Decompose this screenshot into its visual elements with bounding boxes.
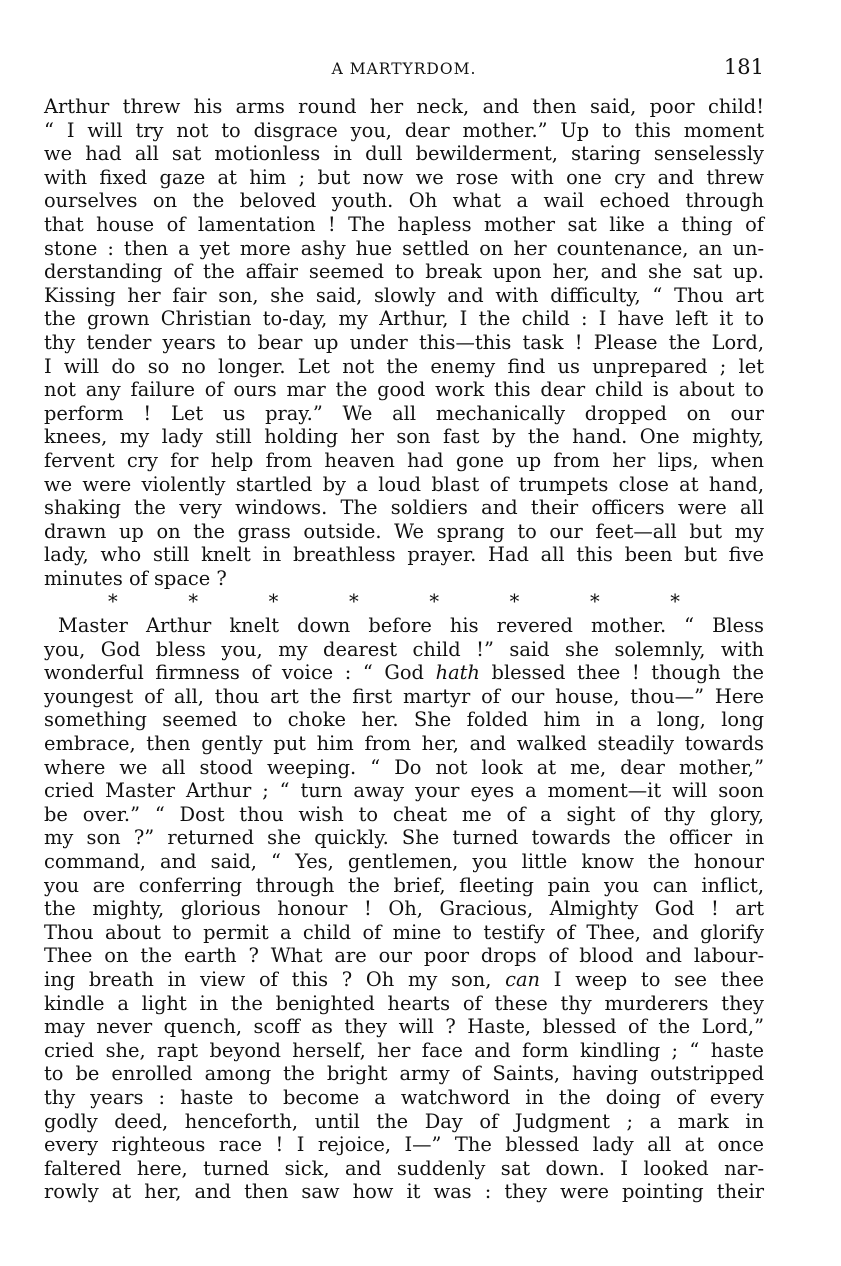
text-line: stone : then a yet more ashy hue settled on her countenance, an un- — [44, 236, 764, 260]
separator-star: * — [670, 590, 680, 614]
text-line: rowly at her, and then saw how it was : they were pointing their — [44, 1180, 764, 1204]
separator-star: * — [108, 590, 118, 614]
text-line: perform ! Let us pray.” We all mechanically dropped on our — [44, 401, 764, 425]
text-line: fervent cry for help from heaven had gone up from her lips, when — [44, 448, 764, 472]
text-line: command, and said, “ Yes, gentlemen, you little know the honour — [44, 850, 764, 873]
text-line: Kissing her fair son, she said, slowly and with difficulty, “ Thou art — [44, 283, 764, 307]
text-line: that house of lamentation ! The hapless mother sat like a thing of — [44, 212, 764, 236]
text-line: I will do so no longer. Let not the enemy find us unprepared ; let — [44, 354, 764, 378]
text-line — [44, 661, 764, 685]
separator-star: * — [509, 590, 520, 614]
text-line: cried Master Arthur ; “ turn away your eyes a moment—it will soon — [44, 779, 764, 803]
text-line: not any failure of ours mar the good work this dear child is about to — [44, 378, 764, 402]
text-line: we were violently startled by a loud blast of trumpets close at hand, — [44, 472, 764, 496]
text-line: Master Arthur knelt down before his revered mother. “ Bless — [58, 614, 764, 638]
text-line: the mighty, glorious honour ! Oh, Gracious, Almighty God ! art — [44, 897, 764, 921]
page-header — [44, 55, 764, 81]
paragraph — [44, 614, 764, 1204]
text-line: something seemed to choke her. She folded him in a long, long — [44, 708, 764, 732]
text-line: youngest of all, thou art the first martyr of our house, thou—” Here — [44, 684, 764, 708]
text-line: where we all stood weeping. “ Do not look at me, dear mother,” — [44, 755, 764, 779]
text-line: faltered here, turned sick, and suddenly sat down. I looked nar- — [44, 1156, 764, 1180]
text-line: drawn up on the grass outside. We sprang to our feet—all but my — [44, 519, 764, 543]
text-line: minutes of space ? — [44, 566, 227, 590]
text-line: shaking the very windows. The soldiers and their officers were all — [44, 496, 764, 520]
separator-star: * — [348, 590, 359, 614]
text-line: cried she, rapt beyond herself, her face and form kindling ; “ haste — [44, 1038, 764, 1062]
text-span: ing breath in view of this ? Oh my son, — [44, 967, 506, 991]
separator-star: * — [589, 590, 600, 614]
separator-star: * — [268, 590, 279, 614]
body-text — [44, 95, 764, 1204]
text-line: derstanding of the affair seemed to break upon her, and she sat up. — [44, 260, 764, 284]
text-line: kindle a light in the benighted hearts of these thy murderers they — [44, 991, 764, 1015]
paragraph — [44, 95, 764, 590]
separator-star: * — [429, 590, 440, 614]
text-line: we had all sat motionless in dull bewilderment, staring senselessly — [44, 142, 764, 166]
text-line: to be enrolled among the bright army of Saints, having outstripped — [44, 1062, 764, 1086]
text-line: “ I will try not to disgrace you, dear mother.” Up to this moment — [44, 118, 764, 142]
text-line: every righteous race ! I rejoice, I—” The blessed lady all at once — [44, 1133, 764, 1157]
text-line: may never quench, scoff as they will ? Haste, blessed of the Lord,” — [44, 1015, 764, 1039]
text-line: you, God bless you, my dearest child !” said she solemnly, with — [44, 637, 764, 661]
separator-star: * — [188, 590, 199, 614]
text-line — [44, 968, 764, 992]
text-line: ourselves on the beloved youth. Oh what a wail echoed through — [44, 189, 764, 213]
text-line: godly deed, henceforth, until the Day of Judgment ; a mark in — [44, 1109, 764, 1133]
running-title: A MARTYRDOM. — [331, 60, 477, 78]
text-span: I weep to see thee — [540, 967, 764, 991]
text-line: be over.” “ Dost thou wish to cheat me of a sight of thy glory, — [44, 802, 764, 826]
text-line: with fixed gaze at him ; but now we rose with one cry and threw — [44, 165, 764, 189]
italic-word: can — [505, 967, 541, 991]
text-line: you are conferring through the brief, fleeting pain you can inflict, — [44, 873, 764, 897]
text-line: the grown Christian to-day, my Arthur, I the child : I have left it to — [44, 307, 764, 331]
text-line: thy years : haste to become a watchword in the doing of every — [44, 1085, 764, 1109]
text-span: wonderful firmness of voice : “ God — [44, 661, 436, 685]
text-line: knees, my lady still holding her son fast by the hand. One mighty, — [44, 425, 764, 449]
page-number: 181 — [723, 55, 764, 79]
italic-word: hath — [435, 661, 480, 685]
text-line: embrace, then gently put him from her, and walked steadily towards — [44, 732, 764, 756]
text-line: Thou about to permit a child of mine to testify of Thee, and glorify — [44, 920, 764, 944]
text-line: Thee on the earth ? What are our poor drops of blood and labour- — [44, 944, 764, 968]
text-line: my son ?” returned she quickly. She turned towards the officer in — [44, 826, 764, 850]
section-separator — [44, 590, 764, 614]
text-line: thy tender years to bear up under this—this task ! Please the Lord, — [44, 330, 764, 354]
text-line: Arthur threw his arms round her neck, and then said, poor child! — [44, 95, 764, 118]
text-span: blessed thee ! though the — [479, 661, 764, 685]
text-line: lady, who still knelt in breathless prayer. Had all this been but five — [44, 543, 764, 567]
